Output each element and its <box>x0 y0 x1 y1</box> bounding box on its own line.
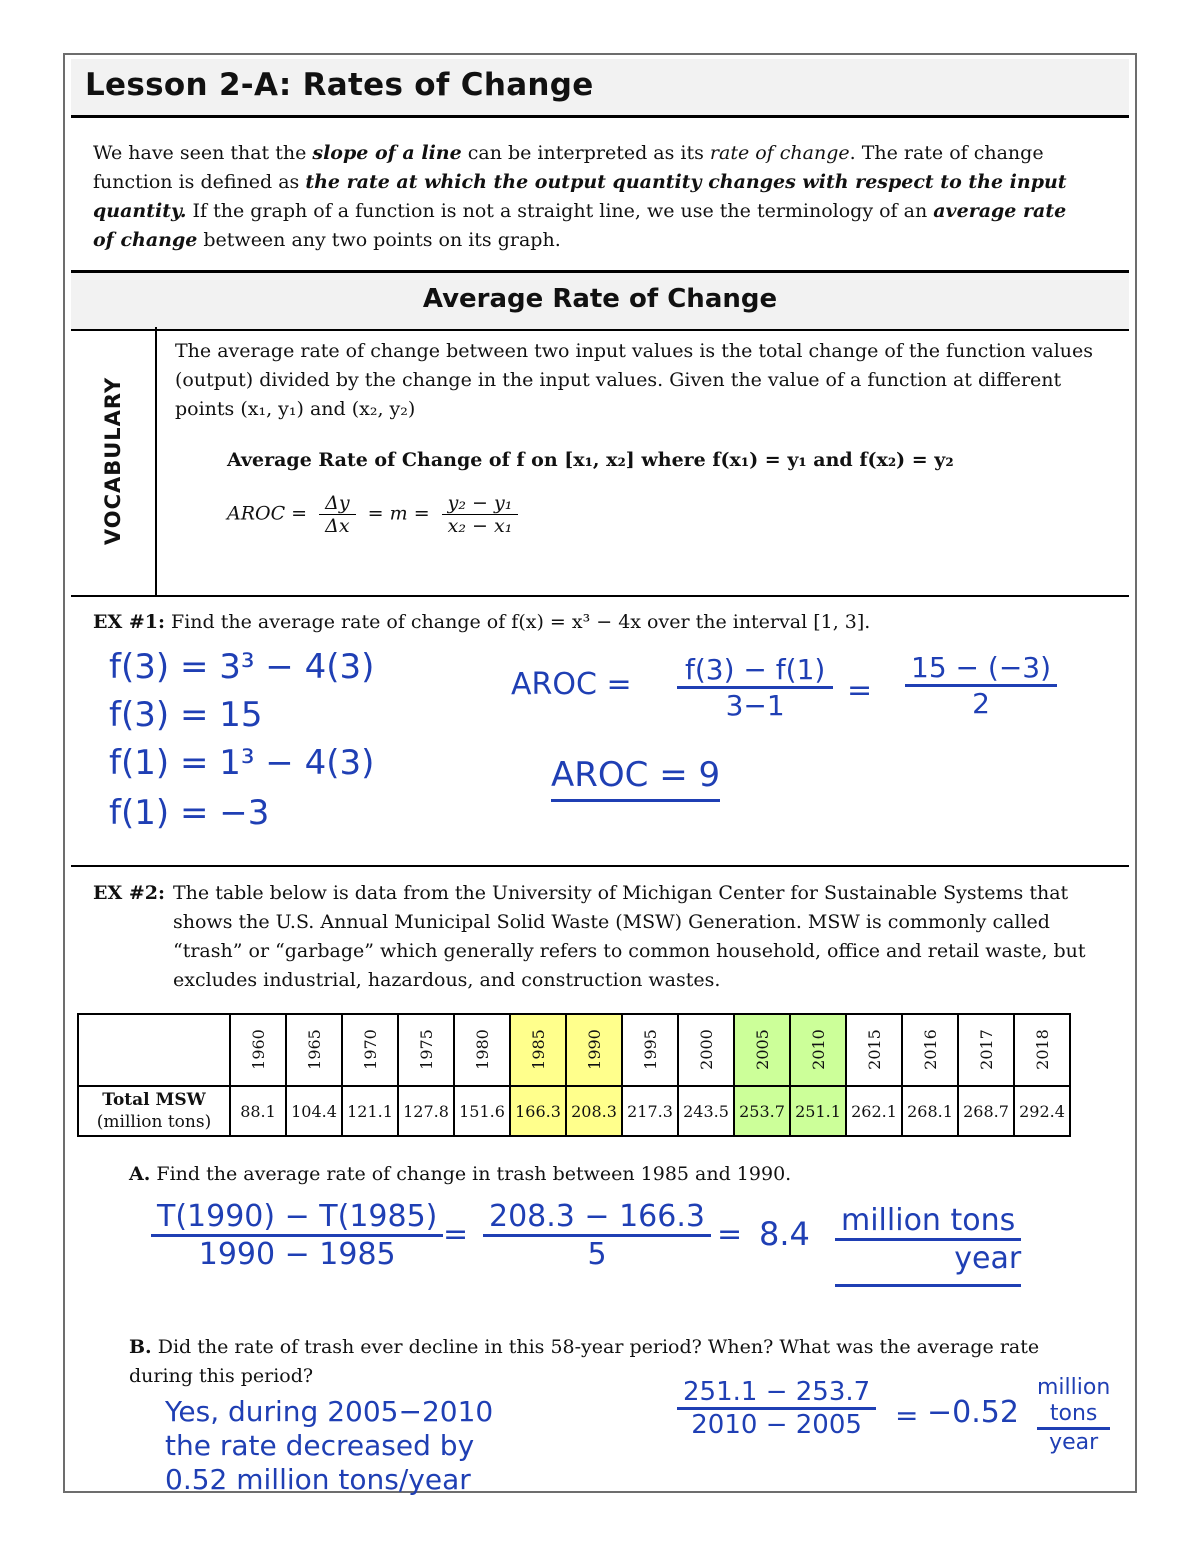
qb-equals: = <box>895 1399 919 1432</box>
divider <box>71 865 1129 867</box>
ex1-aroc-fraction-2: 15 − (−3) 2 <box>905 651 1057 720</box>
table-row: Total MSW (million tons) 88.1 104.4 121.1 127.8 151.6 166.3 208.3 217.3 243.5 253.7 251.1 262.1 268.1 268.7 292.4 <box>78 1086 1070 1136</box>
section-band <box>71 270 1129 331</box>
ex1-aroc-fraction: f(3) − f(1) 3−1 <box>677 653 833 722</box>
ex1-work-line-1: f(3) = 3³ − 4(3) <box>109 647 375 687</box>
question-b: B. Did the rate of trash ever decline in this 58-year period? When? What was the average rate during this period? <box>129 1336 1040 1387</box>
delta-fraction: $\frac{\Delta y}{\Delta x}$ <box>319 492 355 537</box>
qa-equals-1: = <box>443 1217 469 1252</box>
vocabulary-label-column <box>71 327 157 595</box>
vocabulary-label: VOCABULARY <box>101 376 125 546</box>
ex1-equals: = <box>847 673 873 708</box>
lesson-header <box>71 59 1129 118</box>
ex1-work-line-4: f(1) = −3 <box>109 793 270 833</box>
section-title: Average Rate of Change <box>422 284 778 314</box>
row-header: Total MSW (million tons) <box>78 1086 230 1136</box>
slope-fraction: $\frac{\text{y₂ − y₁}}{\text{x₂ − x₁}}$ <box>442 492 519 537</box>
roc-definition: the rate at which the output quantity changes with respect to the input quantity. <box>93 171 1067 222</box>
example-1-prompt: EX #1: Find the average rate of change of f(x) = x³ − 4x over the interval [1, 3]. <box>93 611 871 633</box>
table-header-row: 1960 1965 1970 1975 1980 1985 1990 1995 2000 2005 2010 2015 2016 2017 2018 <box>78 1014 1070 1086</box>
formula-mid: = m = <box>367 502 430 525</box>
intro-paragraph: We have seen that the slope of a line can be interpreted as its rate of change. The rate of change function is defined as the rate at which the output quantity changes with respect to the input quantity. If the graph of a function is not a straight line, we use the terminology of an average rate of change between any two points on its graph. <box>93 142 1067 251</box>
qb-result: −0.52 <box>927 1395 1019 1430</box>
qb-answer: Yes, during 2005−2010 the rate decreased by 0.52 million tons/year <box>165 1395 494 1496</box>
qb-unit: million tons year <box>1037 1375 1111 1455</box>
vocabulary-box <box>71 327 1129 597</box>
qa-unit: million tons year <box>835 1203 1021 1287</box>
question-a: A. Find the average rate of change in trash between 1985 and 1990. <box>129 1163 792 1185</box>
vocabulary-text: The average rate of change between two input values is the total change of the function values (output) divided by the change in the input values. Given the value of a function at different points (x₁, y₁) and (x₂, y₂) <box>175 340 1094 420</box>
qa-equals-2: = <box>717 1217 743 1252</box>
formula-lhs: AROC = <box>227 502 308 525</box>
aroc-formula <box>227 492 524 537</box>
worksheet-page <box>63 53 1137 1496</box>
qa-work-fraction: T(1990) − T(1985) 1990 − 1985 <box>151 1199 443 1272</box>
aroc-definition: Average Rate of Change of f on [x₁, x₂] where f(x₁) = y₁ and f(x₂) = y₂ <box>227 449 954 471</box>
ex1-aroc-label: AROC = <box>511 667 632 702</box>
ex1-answer: AROC = 9 <box>551 755 720 802</box>
ex1-work-line-2: f(3) = 15 <box>109 695 263 735</box>
slope-term: slope of a line <box>312 142 462 164</box>
qa-result: 8.4 <box>759 1215 810 1253</box>
example-2-prompt: EX #2: The table below is data from the University of Michigan Center for Sustainable Systems that shows the U.S. Annual Municipal Solid Waste (MSW) Generation. MSW is commonly called “trash” or “garbage” which generally refers to common household, office and retail waste, but excludes industrial, hazardous, and construction wastes. <box>93 882 1086 991</box>
ex1-work-line-3: f(1) = 1³ − 4(3) <box>109 743 375 783</box>
avg-term: average rate of change <box>93 200 1067 251</box>
lesson-title: Lesson 2-A: Rates of Change <box>85 67 594 103</box>
table-corner <box>78 1014 230 1086</box>
roc-term: rate of change <box>709 142 850 164</box>
msw-table <box>77 1013 1071 1137</box>
qa-value-fraction: 208.3 − 166.3 5 <box>483 1199 711 1272</box>
qb-calc-fraction: 251.1 − 253.7 2010 − 2005 <box>677 1377 876 1440</box>
